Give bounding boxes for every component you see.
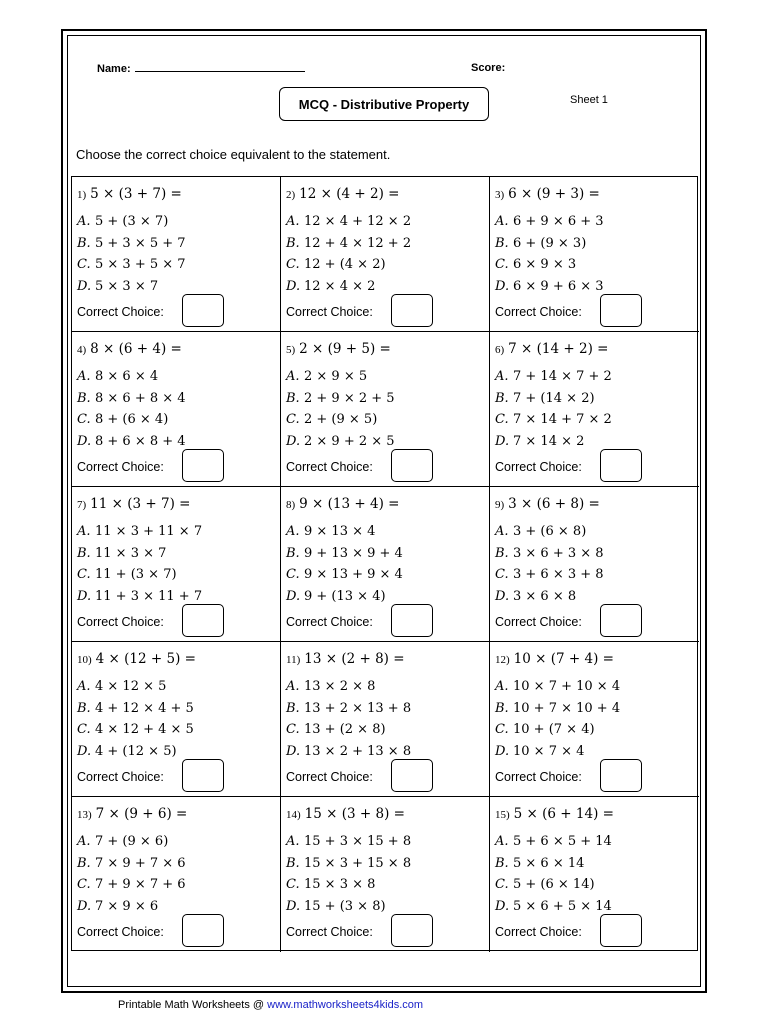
option-letter: D.	[286, 278, 301, 294]
option-item	[495, 719, 620, 741]
option-letter: C.	[495, 412, 509, 427]
option-text: 6 × 9 × 3	[513, 257, 577, 272]
question-header	[286, 495, 399, 513]
option-item	[495, 431, 612, 453]
option-item	[495, 896, 612, 918]
question-statement: 10 × (7 + 4) =	[513, 651, 614, 667]
option-item	[286, 564, 403, 586]
question-number: 3)	[495, 189, 505, 201]
option-item	[77, 431, 186, 453]
answer-box[interactable]	[182, 604, 224, 637]
option-text: 5 × 6 × 14	[513, 855, 585, 871]
option-item	[286, 276, 411, 298]
question-number: 1)	[77, 189, 87, 201]
option-item	[495, 276, 604, 298]
question-statement: 12 × (4 + 2) =	[299, 186, 400, 202]
option-item	[286, 896, 411, 918]
option-text: 6 + 9 × 6 + 3	[513, 214, 604, 229]
option-list	[77, 211, 186, 297]
question-statement: 4 × (12 + 5) =	[95, 651, 196, 667]
option-letter: A.	[77, 834, 91, 849]
question-statement: 5 × (6 + 14) =	[513, 806, 614, 822]
correct-choice-label: Correct Choice:	[77, 770, 164, 784]
question-header	[77, 805, 187, 823]
option-item	[495, 233, 604, 255]
option-text: 5 + (3 × 7)	[95, 214, 169, 229]
option-text: 7 + (9 × 6)	[95, 834, 169, 849]
answer-box[interactable]	[600, 294, 642, 327]
option-list	[286, 521, 403, 607]
option-item	[286, 431, 395, 453]
option-item	[495, 409, 612, 431]
name-field	[97, 62, 305, 75]
question-cell	[490, 332, 699, 487]
option-letter: C.	[286, 877, 300, 892]
option-item	[495, 831, 612, 853]
option-list	[77, 831, 186, 917]
option-item	[77, 719, 194, 741]
option-item	[77, 521, 202, 543]
question-number: 12)	[495, 654, 510, 666]
option-item	[77, 586, 202, 608]
correct-choice-label: Correct Choice:	[286, 615, 373, 629]
option-item	[495, 698, 620, 720]
correct-choice-label: Correct Choice:	[286, 305, 373, 319]
option-letter: B.	[286, 855, 300, 871]
option-text: 9 × 13 + 9 × 4	[304, 567, 403, 582]
option-item	[495, 874, 612, 896]
question-number: 15)	[495, 809, 510, 821]
question-statement: 13 × (2 + 8) =	[304, 651, 405, 667]
question-statement: 5 × (3 + 7) =	[90, 186, 182, 202]
option-item	[286, 254, 411, 276]
correct-choice-label: Correct Choice:	[286, 460, 373, 474]
option-text: 9 + 13 × 9 + 4	[304, 545, 403, 561]
option-item	[495, 853, 612, 875]
option-letter: B.	[495, 390, 509, 406]
footer-text: Printable Math Worksheets @	[118, 999, 268, 1011]
option-text: 7 × 9 + 7 × 6	[95, 855, 186, 871]
option-text: 10 + (7 × 4)	[513, 722, 595, 737]
option-item	[286, 698, 411, 720]
option-item	[77, 676, 194, 698]
question-cell	[281, 797, 490, 952]
question-grid	[71, 176, 698, 951]
option-text: 10 × 7 + 10 × 4	[513, 679, 621, 694]
option-item	[286, 853, 411, 875]
question-header	[286, 340, 391, 358]
option-list	[286, 831, 411, 917]
option-letter: D.	[495, 433, 510, 449]
question-header	[286, 805, 405, 823]
option-letter: B.	[495, 235, 509, 251]
option-text: 4 + (12 × 5)	[95, 743, 177, 759]
option-text: 11 + (3 × 7)	[95, 567, 177, 582]
question-header	[495, 185, 600, 203]
option-text: 11 + 3 × 11 + 7	[95, 588, 203, 604]
question-number: 8)	[286, 499, 296, 511]
option-text: 5 × 3 × 7	[95, 278, 159, 294]
answer-box[interactable]	[600, 604, 642, 637]
option-letter: C.	[77, 567, 91, 582]
question-cell	[72, 177, 281, 332]
question-statement: 6 × (9 + 3) =	[508, 186, 600, 202]
correct-choice-label: Correct Choice:	[495, 460, 582, 474]
option-text: 4 × 12 + 4 × 5	[95, 722, 194, 737]
option-letter: A.	[286, 834, 300, 849]
option-text: 13 × 2 + 13 × 8	[304, 743, 412, 759]
option-text: 8 + 6 × 8 + 4	[95, 433, 186, 449]
option-text: 15 × 3 × 8	[304, 877, 376, 892]
option-letter: B.	[495, 700, 509, 716]
option-text: 15 + (3 × 8)	[304, 898, 386, 914]
correct-choice-label: Correct Choice:	[495, 925, 582, 939]
question-header	[495, 805, 614, 823]
option-text: 15 + 3 × 15 + 8	[304, 834, 412, 849]
option-item	[495, 388, 612, 410]
correct-choice-label: Correct Choice:	[77, 460, 164, 474]
option-text: 12 + 4 × 12 + 2	[304, 235, 412, 251]
option-letter: C.	[77, 412, 91, 427]
option-letter: A.	[77, 679, 91, 694]
option-letter: A.	[286, 679, 300, 694]
option-letter: B.	[77, 855, 91, 871]
option-letter: A.	[286, 214, 300, 229]
correct-choice-label: Correct Choice:	[77, 615, 164, 629]
option-list	[77, 676, 194, 762]
option-letter: A.	[495, 834, 509, 849]
option-list	[495, 831, 612, 917]
option-text: 6 + (9 × 3)	[513, 235, 587, 251]
question-header	[77, 340, 182, 358]
option-item	[286, 543, 403, 565]
option-letter: D.	[286, 433, 301, 449]
option-item	[286, 586, 403, 608]
option-item	[495, 564, 604, 586]
question-header	[286, 185, 399, 203]
option-text: 12 × 4 × 2	[304, 278, 376, 294]
option-letter: C.	[495, 722, 509, 737]
option-item	[495, 586, 604, 608]
option-text: 7 + 9 × 7 + 6	[95, 877, 186, 892]
option-text: 4 × 12 × 5	[95, 679, 167, 694]
option-item	[495, 254, 604, 276]
option-letter: A.	[495, 524, 509, 539]
question-cell	[281, 642, 490, 797]
option-item	[77, 388, 186, 410]
option-text: 11 × 3 × 7	[95, 545, 167, 561]
question-header	[77, 650, 196, 668]
option-letter: D.	[495, 898, 510, 914]
option-text: 10 × 7 × 4	[513, 743, 585, 759]
option-letter: C.	[495, 877, 509, 892]
option-text: 12 × 4 + 12 × 2	[304, 214, 412, 229]
answer-box[interactable]	[600, 759, 642, 792]
answer-box[interactable]	[391, 759, 433, 792]
option-text: 12 + (4 × 2)	[304, 257, 386, 272]
option-letter: D.	[77, 278, 92, 294]
question-number: 7)	[77, 499, 87, 511]
option-item	[495, 366, 612, 388]
option-text: 2 + (9 × 5)	[304, 412, 378, 427]
option-list	[495, 366, 612, 452]
option-text: 3 + (6 × 8)	[513, 524, 587, 539]
question-header	[77, 185, 182, 203]
option-item	[77, 741, 194, 763]
option-letter: B.	[495, 855, 509, 871]
option-item	[77, 564, 202, 586]
question-number: 2)	[286, 189, 296, 201]
option-list	[286, 676, 411, 762]
option-letter: B.	[77, 390, 91, 406]
option-letter: B.	[77, 235, 91, 251]
option-letter: D.	[77, 433, 92, 449]
option-text: 8 × 6 + 8 × 4	[95, 390, 186, 406]
answer-box[interactable]	[600, 449, 642, 482]
option-item	[77, 233, 186, 255]
option-letter: C.	[286, 412, 300, 427]
option-letter: B.	[495, 545, 509, 561]
option-text: 3 + 6 × 3 + 8	[513, 567, 604, 582]
option-item	[286, 741, 411, 763]
option-letter: B.	[286, 700, 300, 716]
correct-choice-label: Correct Choice:	[286, 770, 373, 784]
answer-box[interactable]	[391, 914, 433, 947]
option-list	[286, 366, 395, 452]
question-cell	[490, 177, 699, 332]
option-letter: A.	[286, 369, 300, 384]
option-item	[286, 409, 395, 431]
option-text: 2 + 9 × 2 + 5	[304, 390, 395, 406]
option-letter: B.	[286, 235, 300, 251]
option-item	[77, 276, 186, 298]
option-letter: A.	[77, 369, 91, 384]
question-statement: 11 × (3 + 7) =	[90, 496, 191, 512]
question-header	[77, 495, 190, 513]
question-number: 6)	[495, 344, 505, 356]
question-number: 13)	[77, 809, 92, 821]
answer-box[interactable]	[182, 294, 224, 327]
option-text: 8 × 6 × 4	[95, 369, 159, 384]
footer-link[interactable]: www.mathworksheets4kids.com	[267, 999, 424, 1011]
option-letter: D.	[286, 898, 301, 914]
option-letter: B.	[286, 545, 300, 561]
option-item	[495, 676, 620, 698]
option-letter: A.	[77, 524, 91, 539]
option-text: 9 + (13 × 4)	[304, 588, 386, 604]
option-text: 15 × 3 + 15 × 8	[304, 855, 412, 871]
option-letter: A.	[286, 524, 300, 539]
option-text: 7 × 9 × 6	[95, 898, 159, 914]
question-number: 11)	[286, 654, 301, 666]
option-text: 2 × 9 + 2 × 5	[304, 433, 395, 449]
answer-box[interactable]	[391, 604, 433, 637]
option-text: 2 × 9 × 5	[304, 369, 368, 384]
name-label: Name:	[97, 63, 131, 75]
option-letter: C.	[77, 722, 91, 737]
option-text: 6 × 9 + 6 × 3	[513, 278, 604, 294]
option-list	[77, 366, 186, 452]
question-statement: 15 × (3 + 8) =	[304, 806, 405, 822]
option-item	[77, 211, 186, 233]
question-cell	[72, 797, 281, 952]
option-item	[286, 719, 411, 741]
option-letter: C.	[286, 722, 300, 737]
question-statement: 2 × (9 + 5) =	[299, 341, 391, 357]
correct-choice-label: Correct Choice:	[286, 925, 373, 939]
question-cell	[72, 487, 281, 642]
question-number: 5)	[286, 344, 296, 356]
option-text: 13 × 2 × 8	[304, 679, 376, 694]
option-text: 13 + (2 × 8)	[304, 722, 386, 737]
option-text: 7 × 14 × 2	[513, 433, 585, 449]
option-item	[77, 254, 186, 276]
score-label: Score:	[471, 62, 506, 74]
correct-choice-label: Correct Choice:	[495, 770, 582, 784]
option-item	[77, 366, 186, 388]
option-text: 3 × 6 × 8	[513, 588, 577, 604]
option-text: 7 × 14 + 7 × 2	[513, 412, 612, 427]
option-letter: A.	[495, 679, 509, 694]
option-item	[286, 233, 411, 255]
option-letter: A.	[77, 214, 91, 229]
question-header	[495, 340, 608, 358]
option-item	[286, 211, 411, 233]
question-cell	[490, 642, 699, 797]
option-letter: C.	[77, 257, 91, 272]
option-letter: C.	[286, 567, 300, 582]
option-letter: D.	[286, 743, 301, 759]
option-text: 5 + 6 × 5 + 14	[513, 834, 612, 849]
option-letter: A.	[495, 369, 509, 384]
question-number: 14)	[286, 809, 301, 821]
option-item	[77, 831, 186, 853]
option-text: 5 + (6 × 14)	[513, 877, 595, 892]
option-item	[495, 211, 604, 233]
option-list	[286, 211, 411, 297]
option-item	[495, 521, 604, 543]
option-item	[286, 366, 395, 388]
option-list	[495, 211, 604, 297]
option-item	[77, 874, 186, 896]
question-statement: 7 × (14 + 2) =	[508, 341, 609, 357]
option-letter: B.	[77, 700, 91, 716]
question-statement: 3 × (6 + 8) =	[508, 496, 600, 512]
question-cell	[490, 487, 699, 642]
answer-box[interactable]	[182, 449, 224, 482]
option-letter: B.	[77, 545, 91, 561]
option-letter: C.	[286, 257, 300, 272]
option-letter: A.	[495, 214, 509, 229]
question-cell	[281, 487, 490, 642]
option-item	[286, 831, 411, 853]
option-text: 13 + 2 × 13 + 8	[304, 700, 412, 716]
question-cell	[281, 332, 490, 487]
option-text: 9 × 13 × 4	[304, 524, 376, 539]
option-item	[77, 543, 202, 565]
answer-box[interactable]	[182, 914, 224, 947]
option-letter: B.	[286, 390, 300, 406]
option-list	[495, 676, 620, 762]
question-header	[286, 650, 405, 668]
correct-choice-label: Correct Choice:	[495, 615, 582, 629]
option-item	[77, 853, 186, 875]
option-text: 7 + 14 × 7 + 2	[513, 369, 612, 384]
worksheet-title: MCQ - Distributive Property	[279, 87, 489, 121]
option-text: 11 × 3 + 11 × 7	[95, 524, 203, 539]
question-cell	[281, 177, 490, 332]
option-text: 5 × 6 + 5 × 14	[513, 898, 612, 914]
option-letter: C.	[495, 567, 509, 582]
option-list	[77, 521, 202, 607]
correct-choice-label: Correct Choice:	[77, 305, 164, 319]
option-item	[286, 521, 403, 543]
option-text: 5 + 3 × 5 + 7	[95, 235, 186, 251]
answer-box[interactable]	[391, 449, 433, 482]
option-letter: D.	[495, 743, 510, 759]
option-letter: C.	[77, 877, 91, 892]
question-cell	[490, 797, 699, 952]
question-number: 4)	[77, 344, 87, 356]
option-letter: D.	[495, 588, 510, 604]
sheet-label: Sheet 1	[570, 94, 608, 106]
correct-choice-label: Correct Choice:	[495, 305, 582, 319]
question-statement: 7 × (9 + 6) =	[95, 806, 188, 822]
option-item	[286, 676, 411, 698]
option-text: 4 + 12 × 4 + 5	[95, 700, 194, 716]
option-letter: D.	[495, 278, 510, 294]
option-item	[495, 741, 620, 763]
option-letter: C.	[495, 257, 509, 272]
footer	[118, 999, 423, 1011]
option-item	[77, 698, 194, 720]
option-text: 8 + (6 × 4)	[95, 412, 169, 427]
option-item	[495, 543, 604, 565]
option-letter: D.	[77, 898, 92, 914]
question-statement: 9 × (13 + 4) =	[299, 496, 400, 512]
question-number: 10)	[77, 654, 92, 666]
instructions: Choose the correct choice equivalent to the statement.	[76, 147, 391, 162]
correct-choice-label: Correct Choice:	[77, 925, 164, 939]
option-letter: D.	[77, 588, 92, 604]
option-letter: D.	[286, 588, 301, 604]
option-text: 5 × 3 + 5 × 7	[95, 257, 186, 272]
question-cell	[72, 642, 281, 797]
question-header	[495, 650, 614, 668]
option-text: 3 × 6 + 3 × 8	[513, 545, 604, 561]
question-header	[495, 495, 600, 513]
option-text: 10 + 7 × 10 + 4	[513, 700, 621, 716]
option-item	[286, 874, 411, 896]
question-number: 9)	[495, 499, 505, 511]
option-list	[495, 521, 604, 607]
answer-box[interactable]	[391, 294, 433, 327]
option-text: 7 + (14 × 2)	[513, 390, 595, 406]
option-item	[77, 409, 186, 431]
name-line[interactable]	[135, 62, 305, 72]
question-cell	[72, 332, 281, 487]
answer-box[interactable]	[182, 759, 224, 792]
option-letter: D.	[77, 743, 92, 759]
question-statement: 8 × (6 + 4) =	[90, 341, 182, 357]
answer-box[interactable]	[600, 914, 642, 947]
option-item	[286, 388, 395, 410]
option-item	[77, 896, 186, 918]
